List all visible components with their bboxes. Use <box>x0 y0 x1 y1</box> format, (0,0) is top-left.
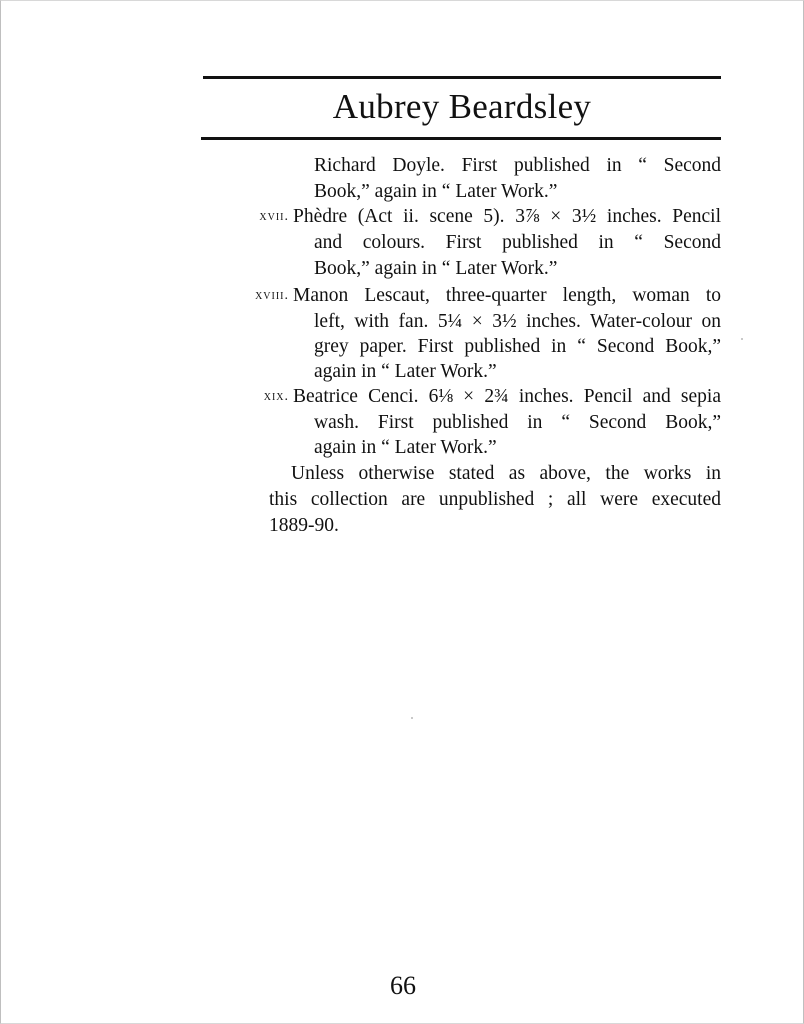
entry-line: Beatrice Cenci. 6⅛ × 2¾ inches. Pencil and sepia <box>293 386 721 407</box>
entry-line: Richard Doyle. First published in “ Second <box>314 155 721 176</box>
entry-line: Manon Lescaut, three-quarter length, woman to <box>293 285 721 306</box>
entry-number: xix. <box>263 389 289 404</box>
entry-line: left, with fan. 5¼ × 3½ inches. Water-colour on <box>314 311 721 332</box>
entry-line: Book,” again in “ Later Work.” <box>314 258 558 279</box>
note-line: this collection are unpublished ; all were executed <box>269 489 721 510</box>
page-number: 66 <box>390 971 416 1000</box>
entry-number: xviii. <box>255 288 289 303</box>
paper-speck <box>741 338 743 340</box>
entry-line: Phèdre (Act ii. scene 5). 3⅞ × 3½ inches. Pencil <box>293 206 721 227</box>
running-head: Aubrey Beardsley <box>332 87 592 126</box>
entry-line: wash. First published in “ Second Book,” <box>314 412 721 433</box>
header-rule-bottom <box>201 137 721 140</box>
note-line: 1889-90. <box>269 515 339 536</box>
entry-line: again in “ Later Work.” <box>314 437 497 458</box>
entry-line: again in “ Later Work.” <box>314 361 497 382</box>
entry-line: Book,” again in “ Later Work.” <box>314 181 558 202</box>
paper-speck <box>411 717 413 719</box>
entry-line: grey paper. First published in “ Second Book,” <box>314 336 721 357</box>
header-rule-top <box>203 76 721 79</box>
entry-number: xvii. <box>259 209 289 224</box>
note-line: Unless otherwise stated as above, the works in <box>291 463 721 484</box>
entry-line: and colours. First published in “ Second <box>314 232 721 253</box>
